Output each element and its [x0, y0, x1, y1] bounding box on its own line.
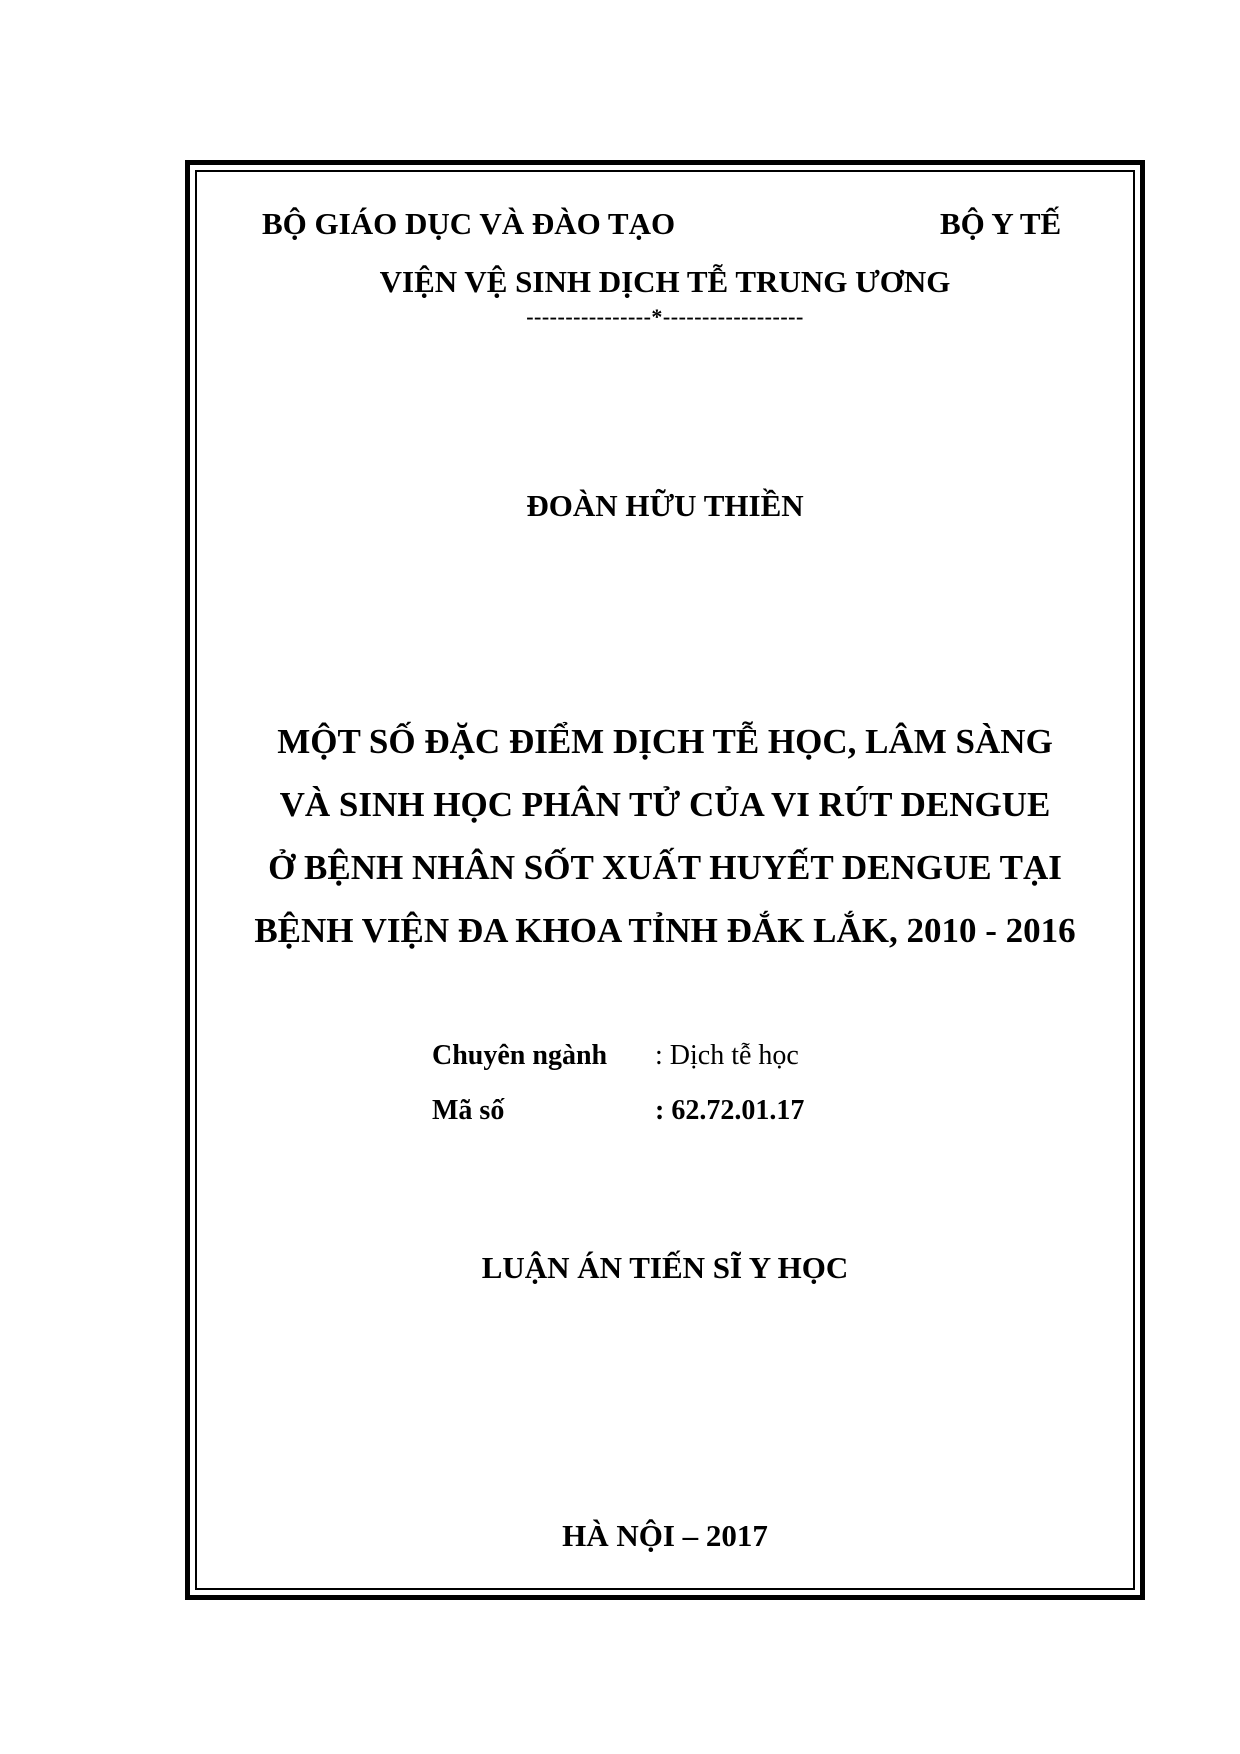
code-value: : 62.72.01.17 — [655, 1095, 805, 1126]
thesis-title-line-1: MỘT SỐ ĐẶC ĐIỂM DỊCH TỄ HỌC, LÂM SÀNG — [277, 722, 1053, 761]
ministry-of-education-heading: BỘ GIÁO DỤC VÀ ĐÀO TẠO — [262, 206, 676, 241]
header-separator: ----------------*------------------ — [526, 304, 804, 329]
degree-title: LUẬN ÁN TIẾN SĨ Y HỌC — [481, 1250, 849, 1285]
thesis-title-line-4: BỆNH VIỆN ĐA KHOA TỈNH ĐẮK LẮK, 2010 - 2016 — [254, 911, 1076, 950]
thesis-title-line-3: Ở BỆNH NHÂN SỐT XUẤT HUYẾT DENGUE TẠI — [268, 848, 1062, 887]
institute-name: VIỆN VỆ SINH DỊCH TỄ TRUNG ƯƠNG — [379, 264, 951, 299]
specialty-label: Chuyên ngành — [432, 1040, 608, 1071]
author-name: ĐOÀN HỮU THIỀN — [526, 488, 804, 523]
place-and-year: HÀ NỘI – 2017 — [562, 1518, 768, 1553]
specialty-value: : Dịch tễ học — [655, 1040, 799, 1071]
ministry-of-health-heading: BỘ Y TẾ — [940, 206, 1062, 241]
code-label: Mã số — [432, 1095, 505, 1126]
thesis-title-line-2: VÀ SINH HỌC PHÂN TỬ CỦA VI RÚT DENGUE — [279, 785, 1051, 824]
